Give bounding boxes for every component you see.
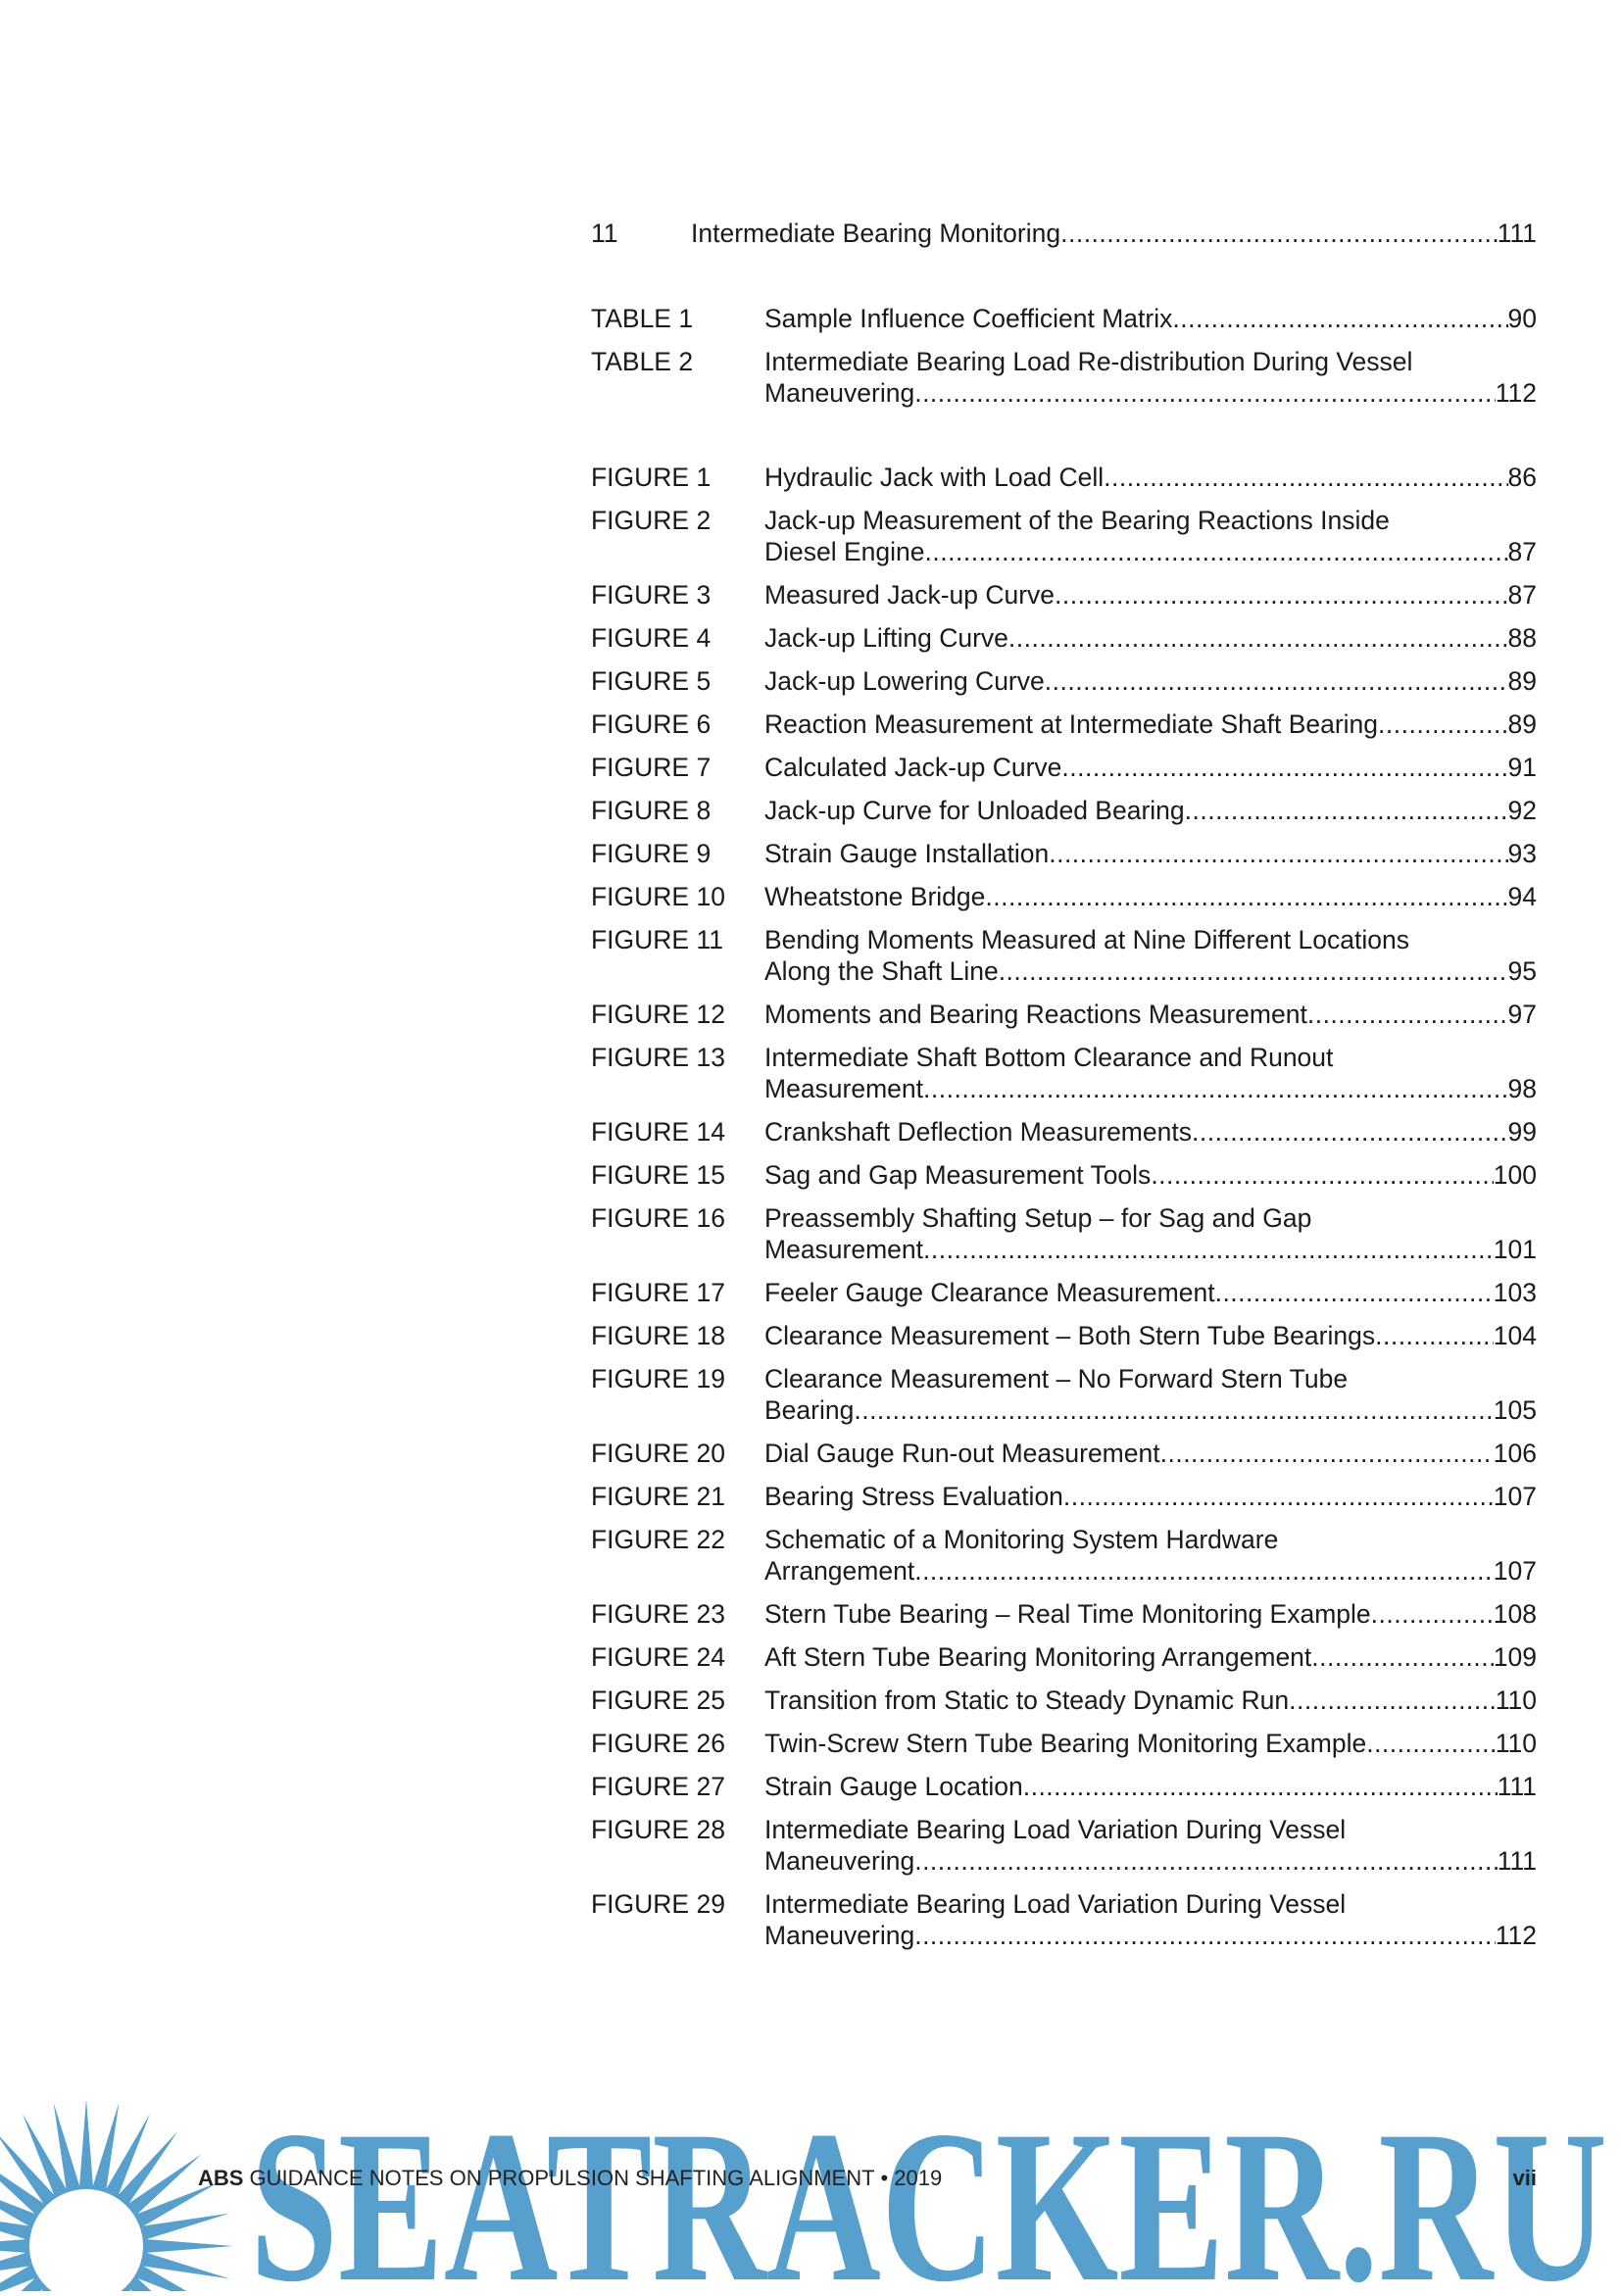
toc-figure-entry[interactable] [591,924,1537,987]
entry-page-number: 87 [1507,537,1537,566]
entry-page-number: 98 [1507,1074,1537,1103]
dot-leader [1151,1159,1493,1191]
entry-label: FIGURE 24 [591,1642,725,1672]
entry-title: Measurement [764,1235,924,1264]
entry-title: Bending Moments Measured at Nine Different Locations [764,925,1409,954]
toc-figure-entry[interactable] [591,1042,1537,1104]
toc-figure-entry[interactable] [591,752,1537,783]
toc-figure-entry[interactable] [591,838,1537,869]
entry-label: TABLE 1 [591,304,694,333]
entry-page-number: 94 [1507,882,1537,911]
entry-page-number: 107 [1493,1482,1537,1511]
toc-figure-entry[interactable] [591,505,1537,567]
dot-leader [1055,579,1507,611]
entry-title: Bearing [764,1395,855,1425]
entry-page-number: 107 [1493,1556,1537,1586]
entry-page-number: 110 [1495,1729,1537,1758]
entry-label: FIGURE 5 [591,666,712,696]
dot-leader [1371,1598,1494,1630]
entry-label: FIGURE 29 [591,1889,725,1919]
dot-leader [1307,999,1508,1030]
entry-label: FIGURE 4 [591,623,712,653]
dot-leader [1192,1116,1508,1148]
toc-table-entry[interactable] [591,346,1537,409]
entry-title: Aft Stern Tube Bearing Monitoring Arrangement [764,1642,1312,1672]
dot-leader [1172,303,1507,334]
footer-brand: ABS [198,2166,244,2190]
entry-page-number: 109 [1493,1642,1537,1672]
toc-figure-entry[interactable] [591,1641,1537,1673]
entry-title: Stern Tube Bearing – Real Time Monitoring Example [764,1599,1371,1629]
entry-title: Intermediate Bearing Load Variation During Vessel [764,1889,1347,1919]
entry-title: Intermediate Bearing Load Re-distribution During Vessel [764,347,1413,376]
entry-title: Clearance Measurement – Both Stern Tube Bearings [764,1321,1376,1350]
toc-figure-entry[interactable] [591,1888,1537,1951]
entry-title: Strain Gauge Installation [764,839,1050,868]
entry-page-number: 104 [1493,1321,1537,1350]
footer-title-group [198,2166,942,2191]
entry-label: FIGURE 10 [591,882,725,911]
dot-leader [854,1394,1493,1426]
entry-label: FIGURE 19 [591,1364,725,1393]
entry-page-number: 110 [1495,1685,1537,1715]
entry-label: FIGURE 25 [591,1685,725,1715]
entry-label: FIGURE 15 [591,1160,725,1190]
entry-title: Clearance Measurement – No Forward Stern Tube [764,1364,1349,1393]
entry-title: Sag and Gap Measurement Tools [764,1160,1152,1190]
entry-page-number: 91 [1507,753,1537,782]
entry-page-number: 99 [1507,1117,1537,1147]
dot-leader [1104,462,1507,493]
entry-page-number: 111 [1497,1846,1537,1876]
entry-page-number: 88 [1507,623,1537,653]
entry-page-number: 105 [1493,1395,1537,1425]
toc-figure-entry[interactable] [591,881,1537,912]
entry-title: Jack-up Lowering Curve [764,666,1045,696]
entry-title: Hydraulic Jack with Load Cell [764,463,1105,492]
entry-title: Transition from Static to Steady Dynamic Run [764,1685,1290,1715]
entry-title: Along the Shaft Line [764,956,999,986]
watermark-text [250,2105,1621,2291]
entry-label: 11 [591,219,618,248]
toc-figure-entry[interactable] [591,1159,1537,1191]
entry-title: Calculated Jack-up Curve [764,753,1062,782]
entry-label: TABLE 2 [591,347,694,376]
dot-leader [1023,1771,1498,1802]
entry-title: Maneuvering [764,1846,915,1876]
toc-sections [591,218,1537,249]
toc-figure-entry[interactable] [591,1438,1537,1469]
dot-leader [923,1234,1494,1265]
entry-title: Intermediate Bearing Load Variation During Vessel [764,1815,1347,1844]
entry-page-number: 106 [1493,1439,1537,1468]
toc-figure-entry[interactable] [591,708,1537,740]
entry-label: FIGURE 27 [591,1772,725,1801]
toc-figure-entry[interactable] [591,1771,1537,1802]
entry-page-number: 87 [1507,580,1537,610]
entry-page-number: 111 [1497,1772,1537,1801]
toc-figure-entry[interactable] [591,1363,1537,1426]
entry-label: FIGURE 9 [591,839,712,868]
dot-leader [914,1555,1494,1587]
entry-title: Bearing Stress Evaluation [764,1482,1063,1511]
entry-page-number: 95 [1507,956,1537,986]
toc-figure-entry[interactable] [591,1814,1537,1877]
entry-title: Jack-up Lifting Curve [764,623,1008,653]
toc-figure-entry[interactable] [591,1685,1537,1716]
entry-label: FIGURE 3 [591,580,712,610]
entry-page-number: 112 [1495,1921,1537,1950]
entry-title: Moments and Bearing Reactions Measurement [764,1000,1307,1029]
dot-leader [1375,1320,1494,1351]
entry-title: Intermediate Bearing Monitoring [691,219,1061,248]
entry-title: Jack-up Measurement of the Bearing Reactions Inside [764,506,1390,535]
entry-title: Dial Gauge Run-out Measurement [764,1439,1160,1468]
dot-leader [1289,1685,1496,1716]
toc-figure-entry[interactable] [591,795,1537,826]
entry-title: Feeler Gauge Clearance Measurement [764,1278,1215,1307]
dot-leader [1008,622,1508,654]
entry-label: FIGURE 13 [591,1043,725,1072]
entry-title: Crankshaft Deflection Measurements [764,1117,1192,1147]
entry-title: Sample Influence Coefficient Matrix [764,304,1173,333]
entry-label: FIGURE 26 [591,1729,725,1758]
entry-page-number: 90 [1507,304,1537,333]
entry-title: Arrangement [764,1556,915,1586]
entry-title: Preassembly Shafting Setup – for Sag and Gap [764,1203,1312,1233]
entry-title: Intermediate Shaft Bottom Clearance and Runout [764,1043,1334,1072]
entry-title: Schematic of a Monitoring System Hardware [764,1525,1279,1554]
entry-page-number: 112 [1495,378,1537,408]
toc-figure-entry[interactable] [591,1277,1537,1308]
toc-figure-entry[interactable] [591,1524,1537,1587]
entry-label: FIGURE 8 [591,796,712,825]
entry-page-number: 92 [1507,796,1537,825]
entry-title: Jack-up Curve for Unloaded Bearing [764,796,1185,825]
entry-label: FIGURE 28 [591,1815,725,1844]
entry-page-number: 108 [1493,1599,1537,1629]
dot-leader [925,536,1508,567]
entry-label: FIGURE 7 [591,753,712,782]
toc-figure-entry[interactable] [591,1598,1537,1630]
entry-label: FIGURE 6 [591,709,712,739]
toc-figure-entry[interactable] [591,1481,1537,1512]
dot-leader [1160,1438,1494,1469]
entry-label: FIGURE 23 [591,1599,725,1629]
dot-leader [1049,838,1507,869]
entry-page-number: 89 [1507,709,1537,739]
dot-leader [1060,218,1498,249]
dot-leader [914,1845,1498,1877]
entry-label: FIGURE 2 [591,506,712,535]
entry-label: FIGURE 22 [591,1525,725,1554]
dot-leader [1063,1481,1494,1512]
entry-label: FIGURE 17 [591,1278,725,1307]
entry-page-number: 89 [1507,666,1537,696]
dot-leader [914,377,1496,409]
dot-leader [1185,795,1508,826]
entry-title: Maneuvering [764,378,915,408]
dot-leader [1311,1641,1493,1673]
entry-label: FIGURE 12 [591,1000,725,1029]
entry-title: Measured Jack-up Curve [764,580,1056,610]
entry-title: Maneuvering [764,1921,915,1950]
entry-title: Twin-Screw Stern Tube Bearing Monitoring Example [764,1729,1367,1758]
page-footer [198,2164,1537,2193]
toc-figure-entry[interactable] [591,1116,1537,1148]
entry-page-number: 86 [1507,463,1537,492]
entry-title: Diesel Engine [764,537,925,566]
svg-text:SEATRACKER.RU: SEATRACKER.RU [250,2105,1607,2291]
entry-page-number: 93 [1507,839,1537,868]
entry-label: FIGURE 18 [591,1321,725,1350]
dot-leader [1366,1728,1496,1759]
dot-leader [985,881,1507,912]
footer-title: GUIDANCE NOTES ON PROPULSION SHAFTING ALIGNMENT [249,2166,875,2190]
entry-title: Strain Gauge Location [764,1772,1023,1801]
toc-figure-entry[interactable] [591,1728,1537,1759]
dot-leader [923,1073,1508,1104]
entry-title: Reaction Measurement at Intermediate Shaft Bearing [764,709,1379,739]
dot-leader [1061,752,1507,783]
entry-label: FIGURE 11 [591,925,723,954]
entry-label: FIGURE 14 [591,1117,725,1147]
dot-leader [1215,1277,1494,1308]
toc-figure-entry[interactable] [591,999,1537,1030]
toc-figure-entry[interactable] [591,1320,1537,1351]
toc-table-entry[interactable] [591,303,1537,334]
entry-label: FIGURE 20 [591,1439,725,1468]
entry-page-number: 111 [1497,219,1537,248]
footer-year: 2019 [894,2166,943,2190]
footer-separator: • [880,2166,889,2190]
dot-leader [1378,708,1507,740]
toc-figure-entry[interactable] [591,622,1537,654]
toc-figure-entry[interactable] [591,665,1537,697]
dot-leader [1045,665,1508,697]
page-number: vii [1512,2166,1537,2190]
entry-title: Wheatstone Bridge [764,882,986,911]
entry-label: FIGURE 16 [591,1203,725,1233]
entry-page-number: 101 [1493,1235,1537,1264]
entry-page-number: 97 [1507,1000,1537,1029]
toc-figure-entry[interactable] [591,579,1537,611]
entry-label: FIGURE 1 [591,463,712,492]
entry-label: FIGURE 21 [591,1482,725,1511]
entry-title: Measurement [764,1074,924,1103]
toc-section-entry[interactable] [591,218,1537,249]
toc-figure-entry[interactable] [591,1202,1537,1265]
entry-page-number: 103 [1493,1278,1537,1307]
toc-tables [591,303,1537,420]
dot-leader [914,1920,1496,1951]
dot-leader [999,955,1508,987]
entry-page-number: 100 [1493,1160,1537,1190]
toc-figures [591,462,1537,1963]
toc-figure-entry[interactable] [591,462,1537,493]
